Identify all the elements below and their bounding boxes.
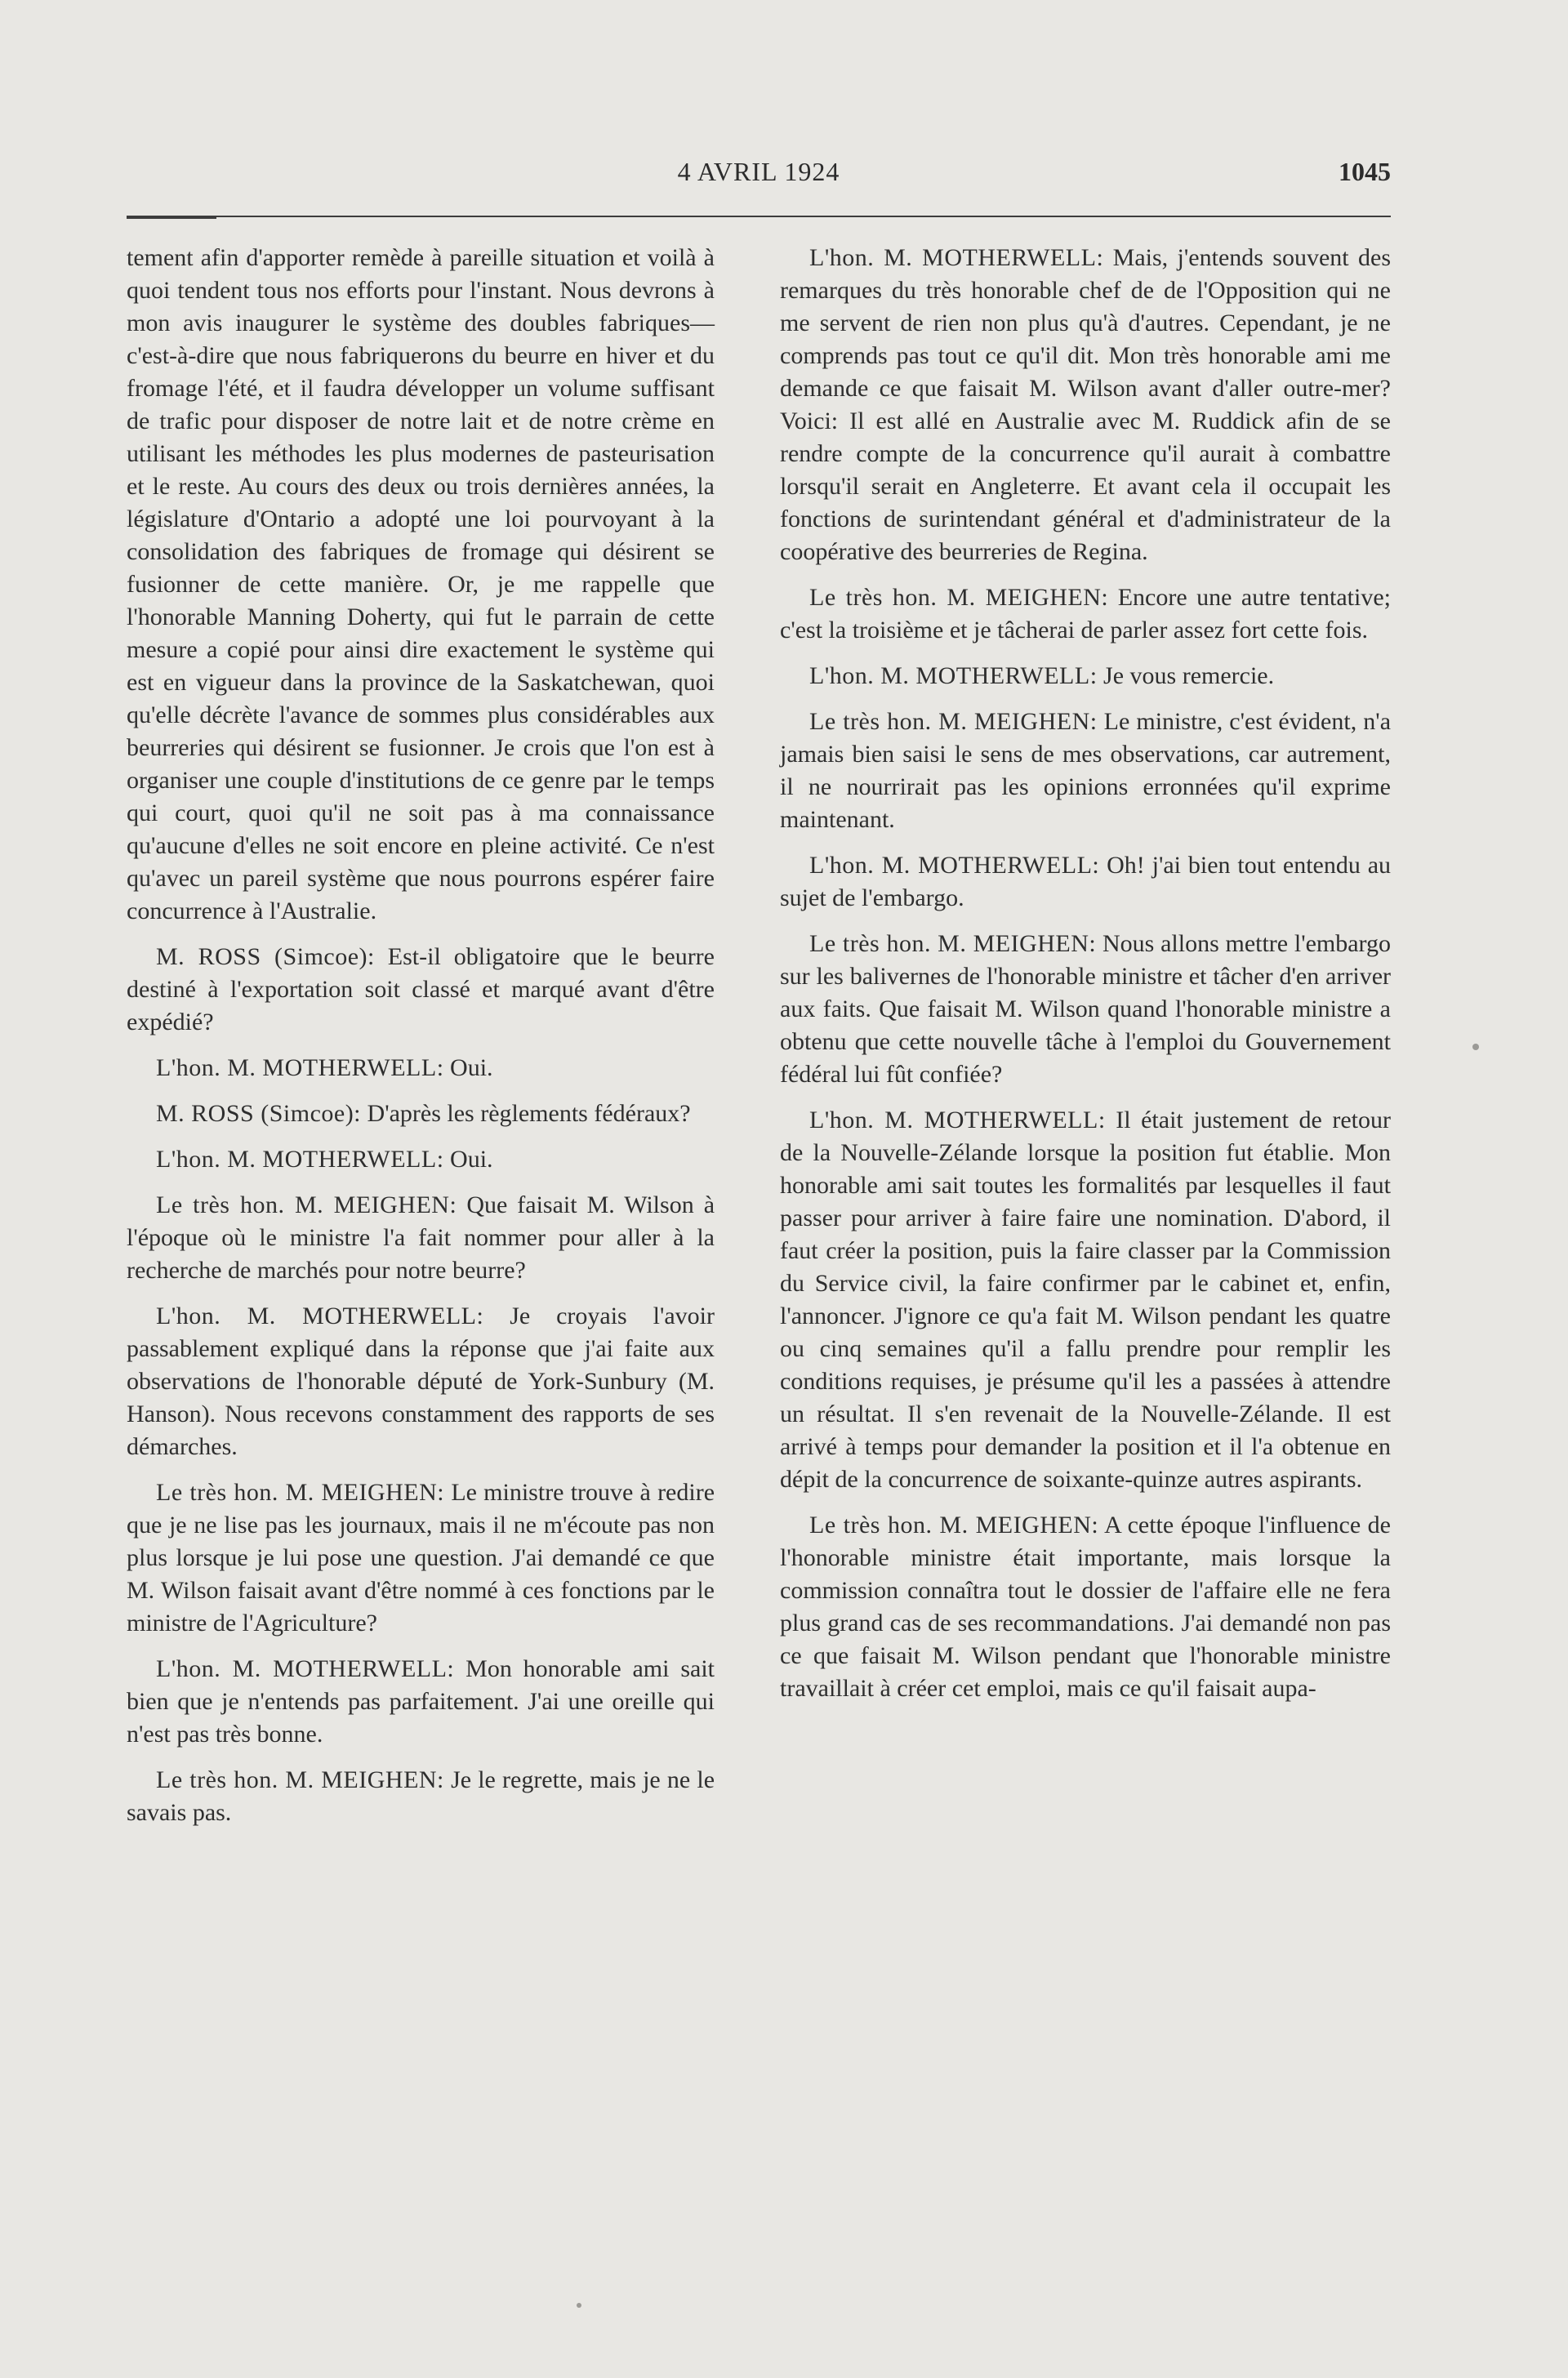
speaker: Le très hon. M. MEIGHEN: — [156, 1766, 444, 1793]
paragraph — [780, 849, 1391, 915]
speaker: L'hon. M. MOTHERWELL: — [156, 1655, 455, 1682]
paragraph — [127, 1143, 715, 1176]
speaker: L'hon. M. MOTHERWELL: — [809, 852, 1100, 879]
paragraph-text: Le ministre, c'est évident, n'a jamais bien saisi le sens de mes observations, car autrement, il ne nourrirait pas les opinions erronnées qu'il exprime maintenant. — [780, 708, 1392, 833]
speaker: L'hon. M. MOTHERWELL: — [809, 244, 1104, 271]
speaker: L'hon. M. MOTHERWELL: — [809, 1107, 1106, 1133]
paragraph — [127, 1052, 715, 1084]
speaker: Le très hon. M. MEIGHEN: — [809, 1512, 1099, 1539]
paragraph-text: Je vous remercie. — [1103, 662, 1275, 689]
paragraph-text: Mais, j'entends souvent des remarques du très honorable chef de de l'Opposition qui ne me servent de rien non plus qu'à d'autres. Cependant, je ne comprends pas tout ce qu'il dit. Mon très honorable ami me demande ce que faisait M. Wilson avant d'aller outre-mer? Voici: Il est allé en Australie avec M. Ruddick afin de se rendre compte de la concurrence qu'il aurait à combattre lorsqu'il serait en Angleterre. Et avant cela il occupait les fonctions de surintendant général et d'administrateur de la coopérative des beurreries de Regina. — [780, 244, 1391, 565]
paragraph-text: tement afin d'apporter remède à pareille situation et voilà à quoi tendent tous nos efforts pour l'instant. Nous devrons à mon avis inaugurer le système des doubles fabriques—c'est-à-dire que nous fabriquerons du beurre en hiver et du fromage l'été, et il faudra développer un volume suffisant de trafic pour disposer de notre lait et de notre crème en utilisant les méthodes les plus modernes de pasteurisation et le reste. Au cours des deux ou trois dernières années, la législature d'Ontario a adopté une loi pourvoyant à la consolidation des fabriques de fromage qui désirent se fusionner de cette manière. Or, je me rappelle que l'honorable Manning Doherty, qui fut le parrain de cette mesure a copié pour ainsi dire exactement le système qui est en vigueur dans la province de la Saskatchewan, quoi qu'elle décrète l'avance de sommes plus considérables aux beurreries qui désirent se fusionner. Je crois que l'on est à organiser une couple d'institutions de ce genre par le temps qui court, quoi qu'il ne soit pas à ma connaissance qu'aucune d'elles ne soit encore en pleine activité. Ce n'est qu'avec un pareil système que nous pourrons espérer faire concurrence à l'Australie. — [127, 244, 715, 924]
paragraph-text: Il était justement de retour de la Nouvelle-Zélande lorsque la position fut établie. Mon honorable ami sait toutes les formalités par lesquelles il faut passer pour arriver à faire faire une nomination. D'abord, il faut créer la position, puis la faire classer par la Commission du Service civil, la faire confirmer par le cabinet et, enfin, l'annoncer. J'ignore ce qu'a fait M. Wilson pendant les quatre ou cinq semaines qu'il a fallu prendre pour remplir les conditions requises, je présume qu'il les a passées à attendre un résultat. Il s'en revenait de la Nouvelle-Zélande. Il est arrivé à temps pour demander la position et il l'a obtenue en dépit de la concurrence de soixante-quinze autres aspirants. — [780, 1107, 1391, 1493]
print-speck — [1472, 1044, 1479, 1050]
left-column — [127, 242, 715, 1842]
paragraph-text: Que faisait M. Wilson à l'époque où le ministre l'a fait nommer pour aller à la recherche de marchés pour notre beurre? — [127, 1191, 715, 1284]
paragraph-text: D'après les règlements fédéraux? — [367, 1100, 691, 1127]
paragraph-text: A cette époque l'influence de l'honorable ministre était importante, mais lorsque la commission connaîtra tout le dossier de l'affaire elle ne fera plus grand cas de ses recommandations. J'ai demandé non pas ce que faisait M. Wilson pendant que l'honorable ministre travaillait à créer cet emploi, mais ce qu'il faisait aupa- — [780, 1512, 1391, 1702]
paragraph-text: Je le regrette, mais je ne le savais pas. — [127, 1766, 715, 1826]
page-header — [127, 157, 1391, 198]
speaker: M. ROSS (Simcoe): — [156, 943, 375, 970]
speaker: L'hon. M. MOTHERWELL: — [809, 662, 1098, 689]
speaker: L'hon. M. MOTHERWELL: — [156, 1303, 484, 1329]
paragraph-text: Oh! j'ai bien tout entendu au sujet de l'embargo. — [780, 852, 1392, 911]
paragraph — [127, 1098, 715, 1130]
speaker: Le très hon. M. MEIGHEN: — [809, 708, 1098, 735]
speaker: Le très hon. M. MEIGHEN: — [809, 584, 1109, 611]
paragraph — [780, 581, 1391, 647]
paragraph — [780, 1509, 1391, 1705]
print-speck — [577, 2303, 581, 2308]
speaker: M. ROSS (Simcoe): — [156, 1100, 362, 1127]
paragraph-text: Est-il obligatoire que le beurre destiné à l'exportation soit classé et marqué avant d'être expédié? — [127, 943, 715, 1035]
paragraph — [127, 941, 715, 1039]
paragraph — [127, 1764, 715, 1829]
speaker: Le très hon. M. MEIGHEN: — [809, 930, 1097, 957]
speaker: Le très hon. M. MEIGHEN: — [156, 1191, 457, 1218]
paragraph — [780, 1104, 1391, 1496]
header-rule-accent — [127, 216, 216, 219]
paragraph-text: Encore une autre tentative; c'est la troisième et je tâcherai de parler assez fort cette fois. — [780, 584, 1391, 643]
paragraph — [127, 1300, 715, 1463]
speaker: Le très hon. M. MEIGHEN: — [156, 1479, 445, 1506]
paragraph — [780, 242, 1391, 568]
paragraph-text: Oui. — [450, 1146, 493, 1173]
paragraph — [780, 660, 1391, 692]
page-number: 1045 — [1339, 157, 1391, 186]
paragraph — [127, 1189, 715, 1287]
paragraph — [127, 1476, 715, 1640]
speaker: L'hon. M. MOTHERWELL: — [156, 1146, 444, 1173]
speaker: L'hon. M. MOTHERWELL: — [156, 1054, 444, 1081]
paragraph — [780, 706, 1391, 836]
paragraph-text: Je croyais l'avoir passablement expliqué dans la réponse que j'ai faite aux observations de l'honorable député de York-Sunbury (M. Hanson). Nous recevons constamment des rapports de ses démarches. — [127, 1303, 715, 1460]
paragraph-text: Oui. — [450, 1054, 493, 1081]
paragraph — [127, 242, 715, 928]
paragraph-text: Mon honorable ami sait bien que je n'entends pas parfaitement. J'ai une oreille qui n'est pas très bonne. — [127, 1655, 715, 1748]
right-column — [780, 242, 1391, 1718]
paragraph-text: Nous allons mettre l'embargo sur les balivernes de l'honorable ministre et tâcher d'en arriver aux faits. Que faisait M. Wilson quand l'honorable ministre a obtenu que cette nouvelle tâche à l'emploi du Gouvernement fédéral lui fût confiée? — [780, 930, 1392, 1088]
header-date: 4 AVRIL 1924 — [677, 157, 840, 186]
header-rule — [127, 216, 1391, 217]
paragraph — [780, 928, 1391, 1091]
paragraph-text: Le ministre trouve à redire que je ne lise pas les journaux, mais il ne m'écoute pas non plus lorsque je lui pose une question. J'ai demandé ce que M. Wilson faisait avant d'être nommé à ces fonctions par le ministre de l'Agriculture? — [127, 1479, 715, 1637]
paragraph — [127, 1653, 715, 1751]
